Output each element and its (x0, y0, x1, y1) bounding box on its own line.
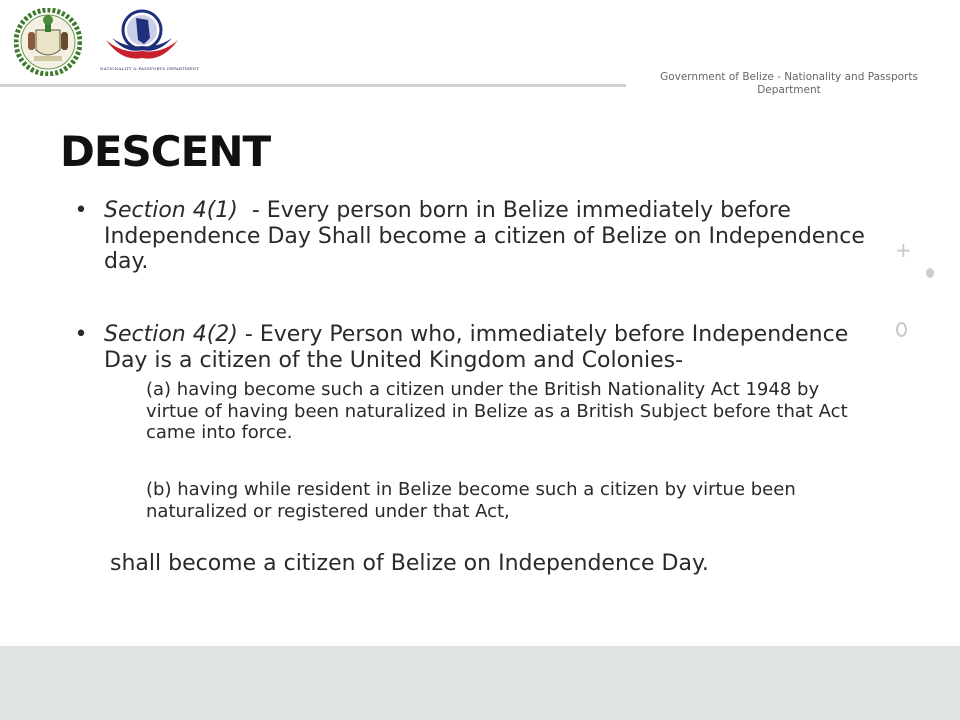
footer-band (0, 646, 960, 720)
plus-decoration-icon: + (895, 238, 912, 262)
nationality-passports-department-logo (100, 4, 184, 66)
header-rule (0, 84, 626, 87)
bullet-section-4-1 (74, 198, 879, 275)
department-logo (100, 4, 199, 76)
bullet-text: - Every person born in Belize immediately before Independence Day Shall become a citizen of Belize on Independence day. (104, 198, 872, 274)
sub-item-a: (a) having become such a citizen under the British Nationality Act 1948 by virtue of having been naturalized in Belize as a British Subject before that Act came into force. (146, 379, 848, 443)
bullet-dot-icon: • (74, 198, 88, 223)
section-reference: Section 4(1) (104, 198, 238, 223)
sub-item-b: (b) having while resident in Belize become such a citizen by virtue been naturalized or registered under that Act, (146, 479, 796, 522)
ring-decoration-icon (896, 322, 907, 337)
closing-statement: shall become a citizen of Belize on Independence Day. (110, 551, 709, 576)
bullet-dot-icon: • (74, 322, 88, 347)
department-logo-caption: NATIONALITY & PASSPORTS DEPARTMENT (100, 66, 199, 71)
belize-coat-of-arms-logo (14, 8, 82, 76)
section-reference: Section 4(2) (104, 322, 238, 347)
dot-decoration-icon (926, 268, 934, 278)
bullet-text: - Every Person who, immediately before Independence Day is a citizen of the United Kingdom and Colonies- (104, 322, 856, 373)
slide-title: DESCENT (60, 127, 271, 176)
header-caption: Government of Belize - Nationality and Passports Department (660, 71, 918, 96)
bullet-section-4-2 (74, 322, 879, 373)
